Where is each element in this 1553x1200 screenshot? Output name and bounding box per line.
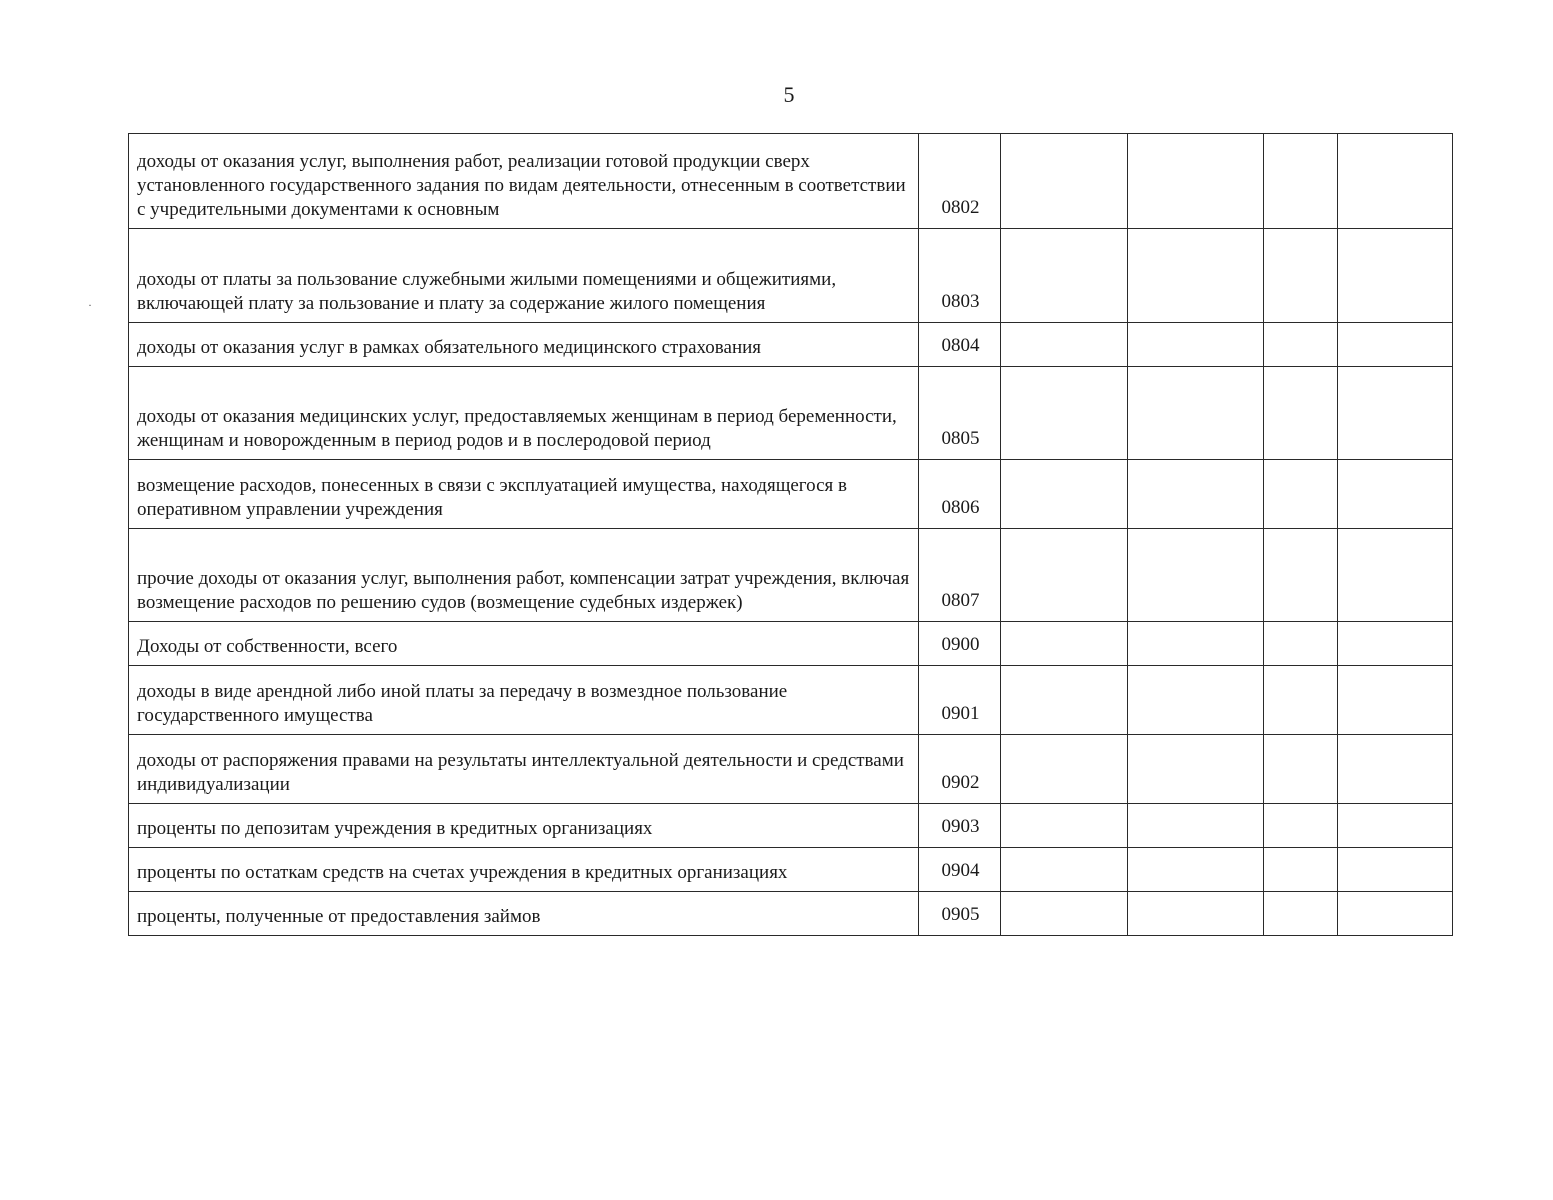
value-cell [1264,848,1338,892]
value-cell [1001,529,1128,622]
value-cell [1128,229,1264,323]
value-cell [1338,735,1453,804]
table-row [129,323,1453,367]
value-cell [1264,622,1338,666]
value-cell [1338,892,1453,936]
value-cell [1264,529,1338,622]
row-description: доходы от распоряжения правами на результаты интеллектуальной деятельности и средствами индивидуализации [129,735,919,804]
value-cell [1338,529,1453,622]
row-code: 0805 [919,367,1001,460]
row-description: доходы от оказания медицинских услуг, предоставляемых женщинам в период беременности, женщинам и новорожденным в период родов и в послеродовой период [129,367,919,460]
row-description: проценты по депозитам учреждения в кредитных организациях [129,804,919,848]
value-cell [1001,229,1128,323]
value-cell [1001,323,1128,367]
value-cell [1264,735,1338,804]
value-cell [1338,666,1453,735]
value-cell [1264,804,1338,848]
value-cell [1128,848,1264,892]
value-cell [1001,804,1128,848]
value-cell [1128,735,1264,804]
value-cell [1128,892,1264,936]
value-cell [1264,892,1338,936]
table-row [129,460,1453,529]
row-description: возмещение расходов, понесенных в связи с эксплуатацией имущества, находящегося в оперативном управлении учреждения [129,460,919,529]
value-cell [1264,666,1338,735]
table-row [129,367,1453,460]
value-cell [1001,848,1128,892]
value-cell [1338,134,1453,229]
value-cell [1128,323,1264,367]
value-cell [1001,892,1128,936]
row-description: проценты, полученные от предоставления займов [129,892,919,936]
value-cell [1128,134,1264,229]
value-cell [1264,134,1338,229]
row-code: 0905 [919,892,1001,936]
row-description: доходы в виде арендной либо иной платы за передачу в возмездное пользование государственного имущества [129,666,919,735]
value-cell [1128,460,1264,529]
value-cell [1128,804,1264,848]
row-description: прочие доходы от оказания услуг, выполнения работ, компенсации затрат учреждения, включая возмещение расходов по решению судов (возмещение судебных издержек) [129,529,919,622]
table-row [129,229,1453,323]
value-cell [1338,622,1453,666]
value-cell [1001,622,1128,666]
table-row [129,622,1453,666]
row-code: 0807 [919,529,1001,622]
value-cell [1128,367,1264,460]
row-description: доходы от оказания услуг в рамках обязательного медицинского страхования [129,323,919,367]
table-row [129,529,1453,622]
value-cell [1001,460,1128,529]
row-code: 0901 [919,666,1001,735]
row-description: Доходы от собственности, всего [129,622,919,666]
row-code: 0803 [919,229,1001,323]
table-row [129,134,1453,229]
value-cell [1338,848,1453,892]
value-cell [1338,229,1453,323]
value-cell [1338,367,1453,460]
value-cell [1128,622,1264,666]
row-description: доходы от платы за пользование служебными жилыми помещениями и общежитиями, включающей плату за пользование и плату за содержание жилого помещения [129,229,919,323]
row-code: 0904 [919,848,1001,892]
value-cell [1264,367,1338,460]
income-table [128,133,1453,936]
scan-artifact-mark: · [88,298,92,312]
value-cell [1128,529,1264,622]
value-cell [1264,229,1338,323]
row-code: 0903 [919,804,1001,848]
value-cell [1338,460,1453,529]
value-cell [1128,666,1264,735]
value-cell [1338,804,1453,848]
value-cell [1264,460,1338,529]
table-row [129,804,1453,848]
row-code: 0900 [919,622,1001,666]
table-row [129,666,1453,735]
value-cell [1338,323,1453,367]
table-row [129,892,1453,936]
value-cell [1001,367,1128,460]
value-cell [1001,134,1128,229]
row-code: 0802 [919,134,1001,229]
table-row [129,848,1453,892]
table-row [129,735,1453,804]
value-cell [1001,735,1128,804]
page-number: 5 [783,82,795,107]
row-code: 0804 [919,323,1001,367]
row-code: 0902 [919,735,1001,804]
row-description: проценты по остаткам средств на счетах учреждения в кредитных организациях [129,848,919,892]
value-cell [1264,323,1338,367]
row-description: доходы от оказания услуг, выполнения работ, реализации готовой продукции сверх установленного государственного задания по видам деятельности, отнесенным в соответствии с учредительными документами к основным [129,134,919,229]
value-cell [1001,666,1128,735]
row-code: 0806 [919,460,1001,529]
